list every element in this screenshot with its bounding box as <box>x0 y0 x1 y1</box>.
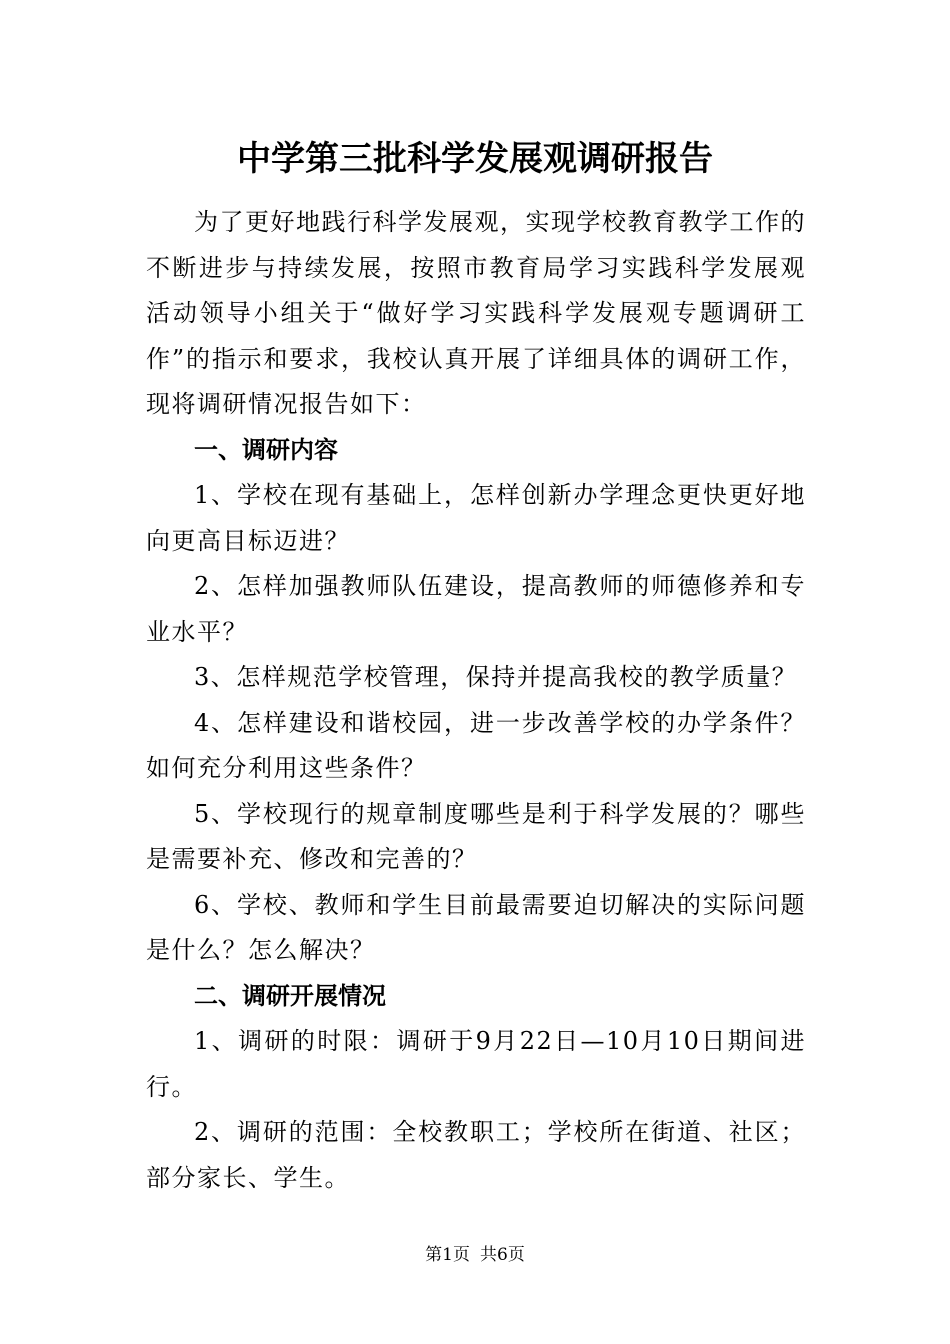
page-total: 共6页 <box>480 1245 525 1265</box>
document-body <box>146 200 806 1201</box>
document-title: 中学第三批科学发展观调研报告 <box>237 139 713 179</box>
paragraph-item: 6、学校、教师和学生目前最需要迫切解决的实际问题是什么？怎么解决？ <box>146 890 806 964</box>
paragraph-item: 4、怎样建设和谐校园，进一步改善学校的办学条件？如何充分利用这些条件？ <box>146 708 806 782</box>
paragraph-item: 5、学校现行的规章制度哪些是利于科学发展的？哪些是需要补充、修改和完善的？ <box>146 799 806 873</box>
paragraph-item: 1、调研的时限：调研于9月22日—10月10日期间进行。 <box>146 1027 806 1101</box>
paragraph-item: 1、学校在现有基础上，怎样创新办学理念更快更好地向更高目标迈进？ <box>146 481 806 555</box>
paragraph-item: 2、怎样加强教师队伍建设，提高教师的师德修养和专业水平？ <box>146 572 806 646</box>
section-heading-1: 一、调研内容 <box>194 435 338 464</box>
page-footer <box>0 1243 950 1267</box>
paragraph-item: 2、调研的范围：全校教职工；学校所在街道、社区；部分家长、学生。 <box>146 1118 806 1192</box>
page-number: 第1页 <box>425 1245 470 1265</box>
paragraph-item: 3、怎样规范学校管理，保持并提高我校的教学质量？ <box>194 663 798 691</box>
section-heading-2: 二、调研开展情况 <box>194 981 386 1010</box>
paragraph-intro: 为了更好地践行科学发展观，实现学校教育教学工作的不断进步与持续发展，按照市教育局学习实践科学发展观活动领导小组关于“做好学习实践科学发展观专题调研工作”的指示和要求，我校认真开展了详细具体的调研工作，现将调研情况报告如下： <box>146 208 806 418</box>
